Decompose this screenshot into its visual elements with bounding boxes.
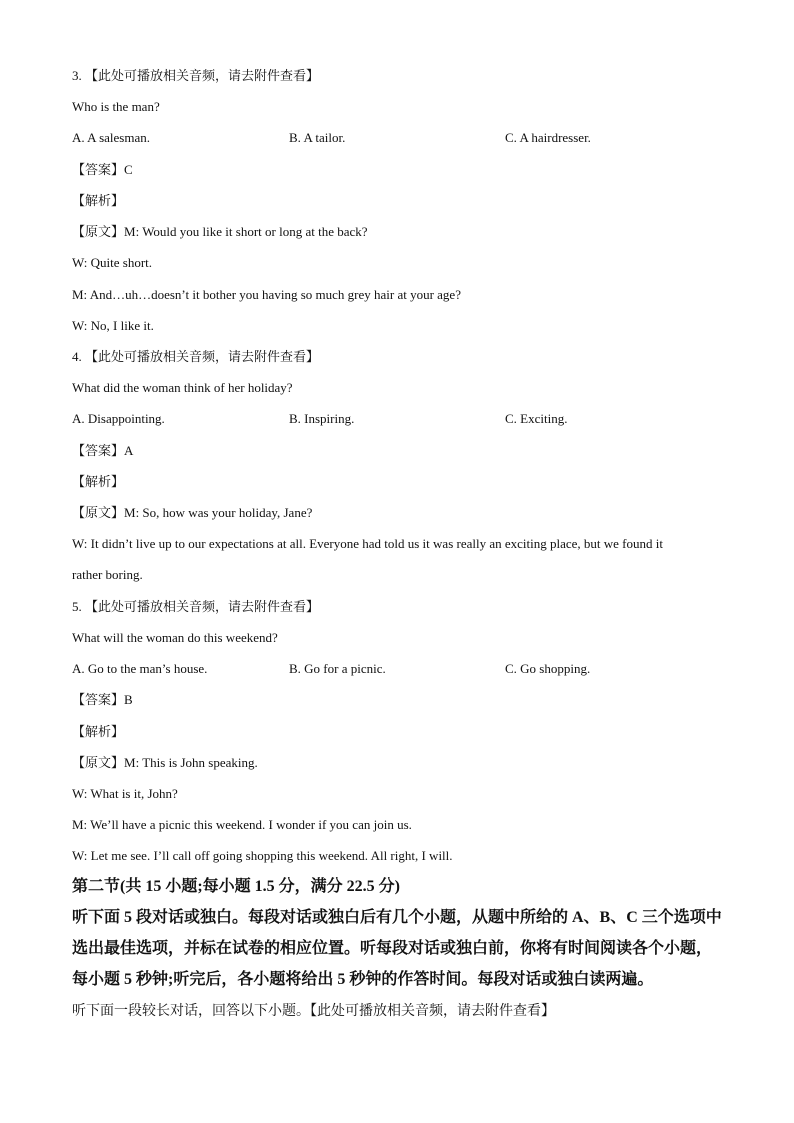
question-3-analysis-label: 【解析】 [72, 193, 125, 208]
audio-note[interactable]: 【此处可播放相关音频，请去附件查看】 [85, 349, 320, 364]
question-5-transcript-line-1 [72, 755, 258, 771]
section-2-instruction-line-3: 每小题 5 秒钟;听完后，各小题将给出 5 秒钟的作答时间。每段对话或独白读两遍。 [72, 971, 654, 988]
question-4-analysis-label: 【解析】 [72, 474, 125, 489]
audio-note[interactable]: 【此处可播放相关音频，请去附件查看】 [85, 599, 320, 614]
section-2-instruction-line-1: 听下面 5 段对话或独白。每段对话或独白后有几个小题，从题中所给的 A、B、C 三个选项中 [72, 909, 722, 926]
transcript-text: M: So, how was your holiday, Jane? [124, 505, 313, 520]
option-a: A. Disappointing. [72, 411, 165, 426]
transcript-text: M: This is John speaking. [124, 755, 258, 770]
question-number: 4. [72, 349, 82, 364]
option-c: C. Go shopping. [505, 661, 591, 676]
question-4-options [0, 411, 794, 427]
question-4-transcript-line-1 [72, 505, 312, 521]
question-5-transcript-line-2: W: What is it, John? [72, 786, 178, 801]
transcript-label: 【原文】 [72, 755, 125, 770]
question-3-transcript-line-1 [72, 224, 368, 240]
answer-value: C [124, 162, 133, 177]
question-3-options [0, 130, 794, 146]
answer-value: A [124, 443, 134, 458]
option-c: C. A hairdresser. [505, 130, 591, 145]
transcript-label: 【原文】 [72, 224, 125, 239]
option-a: A. A salesman. [72, 130, 150, 145]
question-3-answer [72, 162, 133, 178]
question-5-transcript-line-3: M: We’ll have a picnic this weekend. I wonder if you can join us. [72, 817, 412, 832]
transcript-label: 【原文】 [72, 505, 125, 520]
transcript-text: M: Would you like it short or long at the back? [124, 224, 368, 239]
question-5-options [0, 661, 794, 677]
answer-value: B [124, 692, 133, 707]
question-5-header [72, 599, 319, 615]
option-b: B. Go for a picnic. [289, 661, 386, 676]
option-b: B. Inspiring. [289, 411, 355, 426]
question-4-answer [72, 443, 133, 459]
question-5-answer [72, 692, 133, 708]
audio-note[interactable]: 【此处可播放相关音频，请去附件查看】 [85, 68, 320, 83]
option-a: A. Go to the man’s house. [72, 661, 208, 676]
question-3-transcript-line-2: W: Quite short. [72, 255, 153, 270]
question-5-analysis-label: 【解析】 [72, 724, 125, 739]
answer-label: 【答案】 [72, 162, 125, 177]
question-number: 3. [72, 68, 82, 83]
section-2-heading: 第二节(共 15 小题;每小题 1.5 分，满分 22.5 分) [72, 878, 400, 895]
question-5-transcript-line-4: W: Let me see. I’ll call off going shopping this weekend. All right, I will. [72, 848, 453, 863]
question-3-header [72, 68, 319, 84]
question-number: 5. [72, 599, 82, 614]
answer-label: 【答案】 [72, 443, 125, 458]
option-b: B. A tailor. [289, 130, 346, 145]
question-3-transcript-line-4: W: No, I like it. [72, 318, 154, 333]
answer-label: 【答案】 [72, 692, 125, 707]
question-4-transcript-line-2: W: It didn’t live up to our expectations at all. Everyone had told us it was really an exciting place, but we found it [72, 536, 663, 551]
section-2-instruction-line-2: 选出最佳选项，并标在试卷的相应位置。听每段对话或独白前，你将有时间阅读各个小题， [72, 940, 713, 957]
option-c: C. Exciting. [505, 411, 568, 426]
question-4-header [72, 349, 319, 365]
question-5-text: What will the woman do this weekend? [72, 630, 278, 645]
question-3-text: Who is the man? [72, 99, 160, 114]
question-4-transcript-line-3: rather boring. [72, 567, 143, 582]
question-4-text: What did the woman think of her holiday? [72, 380, 293, 395]
question-3-transcript-line-3: M: And…uh…doesn’t it bother you having so much grey hair at your age? [72, 287, 461, 302]
section-2-lead-in[interactable]: 听下面一段较长对话，回答以下小题。【此处可播放相关音频，请去附件查看】 [72, 1004, 555, 1019]
